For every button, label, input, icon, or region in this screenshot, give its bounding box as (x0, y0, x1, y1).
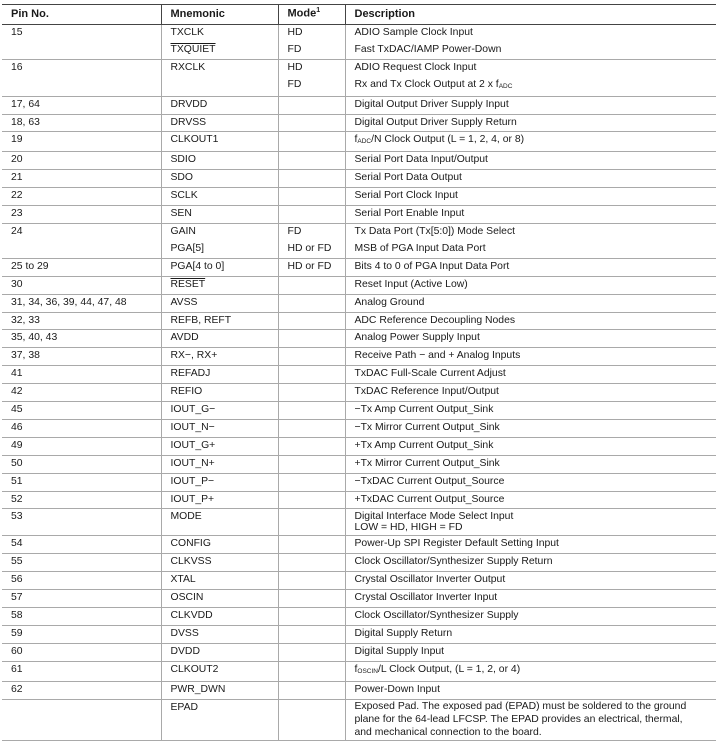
description-cell (345, 536, 716, 554)
table-header-row (2, 5, 716, 25)
description-cell (345, 96, 716, 114)
mode-cell (278, 681, 345, 699)
mnemonic-cell (161, 536, 278, 554)
description-text: TxDAC Reference Input/Output (354, 386, 499, 398)
description-text: Digital Output Driver Supply Input (354, 98, 509, 110)
pin-number-cell: 32, 33 (2, 312, 161, 330)
pin-number-cell: 31, 34, 36, 39, 44, 47, 48 (2, 294, 161, 312)
description-cell (345, 25, 716, 60)
mnemonic-text: CLKOUT2 (170, 663, 219, 675)
description-text: Clock Oscillator/Synthesizer Supply Return (354, 556, 553, 568)
description-text: Tx Data Port (Tx[5:0]) Mode Select (354, 225, 516, 237)
mode-cell (278, 661, 345, 681)
description-cell (345, 59, 716, 96)
mode-cell (278, 384, 345, 402)
table-row (2, 643, 716, 661)
mnemonic-text: PWR_DWN (170, 683, 226, 695)
pin-number-cell: 49 (2, 437, 161, 455)
pin-number-cell: 17, 64 (2, 96, 161, 114)
mnemonic-cell (161, 643, 278, 661)
pin-number-cell: 45 (2, 402, 161, 420)
pin-number-cell: 21 (2, 170, 161, 188)
table-row (2, 554, 716, 572)
mnemonic-cell (161, 152, 278, 170)
mnemonic-cell (161, 419, 278, 437)
pin-number-cell: 60 (2, 643, 161, 661)
description-cell (345, 366, 716, 384)
mnemonic-text: AVDD (170, 332, 199, 344)
mode-cell (278, 170, 345, 188)
mode-cell (278, 258, 345, 276)
mnemonic-cell (161, 455, 278, 473)
description-text: Serial Port Clock Input (354, 190, 458, 202)
mnemonic-text: PGA[4 to 0] (170, 260, 225, 272)
description-text: Analog Power Supply Input (354, 332, 480, 344)
table-row (2, 132, 716, 152)
pin-number-cell: 62 (2, 681, 161, 699)
description-cell (345, 590, 716, 608)
description-cell (345, 402, 716, 420)
description-text: +TxDAC Current Output_Source (354, 493, 505, 505)
description-text: Digital Supply Return (354, 628, 453, 639)
table-row (2, 312, 716, 330)
mnemonic-cell (161, 258, 278, 276)
mode-cell (278, 699, 345, 740)
mode-cell (278, 455, 345, 473)
table-row (2, 206, 716, 224)
table-row (2, 294, 716, 312)
mnemonic-text: TXCLK (170, 27, 204, 38)
pin-number-cell: 24 (2, 223, 161, 258)
pin-number-cell: 16 (2, 59, 161, 96)
mode-cell (278, 437, 345, 455)
table-row (2, 258, 716, 276)
mode-cell (278, 643, 345, 661)
table-row (2, 699, 716, 740)
description-cell (345, 608, 716, 626)
mode-cell (278, 572, 345, 590)
mnemonic-text: EPAD (170, 701, 199, 713)
mode-cell (278, 59, 345, 96)
mnemonic-cell (161, 661, 278, 681)
mnemonic-text: SDO (170, 172, 194, 184)
mnemonic-cell (161, 437, 278, 455)
mode-cell (278, 114, 345, 132)
pin-number-cell: 30 (2, 276, 161, 294)
mode-text: FD (287, 43, 302, 55)
mnemonic-cell (161, 402, 278, 420)
mnemonic-cell (161, 572, 278, 590)
mnemonic-text: REFIO (170, 386, 203, 398)
mnemonic-cell (161, 206, 278, 224)
description-text: −Tx Amp Current Output_Sink (354, 404, 494, 416)
mnemonic-cell (161, 590, 278, 608)
pin-number-cell: 37, 38 (2, 348, 161, 366)
description-text: TxDAC Full-Scale Current Adjust (354, 368, 506, 380)
mode-cell (278, 188, 345, 206)
mnemonic-text: CONFIG (170, 538, 211, 550)
description-text: and mechanical connection to the board. (354, 727, 542, 739)
pin-number-cell: 15 (2, 25, 161, 60)
mnemonic-text: CLKVSS (170, 556, 212, 568)
pin-number-cell: 22 (2, 188, 161, 206)
mode-cell (278, 419, 345, 437)
table-row (2, 152, 716, 170)
description-text: +Tx Mirror Current Output_Sink (354, 457, 500, 469)
mode-text: FD (287, 78, 302, 90)
mnemonic-text: IOUT_G+ (170, 439, 216, 451)
pin-number-cell: 19 (2, 132, 161, 152)
description-cell (345, 384, 716, 402)
pin-number-cell: 52 (2, 491, 161, 509)
mode-cell (278, 276, 345, 294)
mnemonic-text: CLKVDD (170, 610, 213, 622)
description-cell (345, 188, 716, 206)
description-text: Serial Port Enable Input (354, 208, 465, 220)
mnemonic-text: IOUT_G− (170, 404, 216, 416)
table-row (2, 276, 716, 294)
mode-cell (278, 152, 345, 170)
header-mnemonic: Mnemonic (161, 5, 278, 25)
mnemonic-cell (161, 554, 278, 572)
pin-number-cell: 53 (2, 509, 161, 536)
mode-cell (278, 402, 345, 420)
pin-number-cell: 56 (2, 572, 161, 590)
pin-number-cell: 59 (2, 626, 161, 644)
pin-number-cell: 54 (2, 536, 161, 554)
mnemonic-cell (161, 132, 278, 152)
description-text: $f_{ADC}/N$ Clock Output (L = 1, 2, 4, or 8) (354, 134, 525, 146)
description-cell (345, 294, 716, 312)
pin-number-cell: 35, 40, 43 (2, 330, 161, 348)
table-row (2, 330, 716, 348)
mode-cell (278, 223, 345, 258)
description-cell (345, 455, 716, 473)
pin-number-cell: 57 (2, 590, 161, 608)
mnemonic-text: IOUT_N− (170, 421, 215, 433)
mnemonic-cell (161, 170, 278, 188)
mode-text: FD (287, 225, 302, 237)
mnemonic-cell (161, 509, 278, 536)
description-cell (345, 491, 716, 509)
mnemonic-text: PGA[5] (170, 242, 204, 254)
pin-function-table (2, 4, 716, 741)
mode-cell (278, 473, 345, 491)
mode-cell (278, 312, 345, 330)
table-row (2, 455, 716, 473)
description-cell (345, 152, 716, 170)
description-text: Digital Interface Mode Select Input (354, 511, 514, 523)
mnemonic-text: XTAL (170, 574, 196, 586)
mnemonic-cell (161, 59, 278, 96)
mode-cell (278, 536, 345, 554)
mnemonic-cell (161, 491, 278, 509)
table-row (2, 473, 716, 491)
description-text: Rx and Tx Clock Output at 2 x $f_{ADC}$ (354, 78, 513, 90)
mnemonic-cell (161, 384, 278, 402)
mode-cell (278, 132, 345, 152)
pin-number-cell: 51 (2, 473, 161, 491)
mnemonic-cell (161, 188, 278, 206)
description-cell (345, 132, 716, 152)
pin-number-cell (2, 699, 161, 740)
description-cell (345, 437, 716, 455)
mnemonic-text: RX−, RX+ (170, 350, 218, 362)
description-text: Clock Oscillator/Synthesizer Supply (354, 610, 519, 622)
table-row (2, 114, 716, 132)
table-row (2, 608, 716, 626)
mnemonic-text: IOUT_P+ (170, 493, 215, 505)
mnemonic-text: DRVSS (170, 116, 207, 128)
table-row (2, 626, 716, 644)
description-cell (345, 223, 716, 258)
mode-cell (278, 348, 345, 366)
description-cell (345, 258, 716, 276)
description-cell (345, 170, 716, 188)
pin-number-cell: 58 (2, 608, 161, 626)
description-text: Digital Supply Input (354, 645, 445, 657)
description-cell (345, 312, 716, 330)
table-row (2, 170, 716, 188)
table-row (2, 384, 716, 402)
description-cell (345, 681, 716, 699)
description-text: ADC Reference Decoupling Nodes (354, 314, 516, 326)
mnemonic-text: DVDD (170, 645, 200, 657)
description-text: ADIO Sample Clock Input (354, 27, 473, 38)
mode-cell (278, 330, 345, 348)
mnemonic-text: MODE (170, 511, 202, 523)
description-cell (345, 572, 716, 590)
description-text: $f_{OSCIN}/L$ Clock Output, (L = 1, 2, or 4) (354, 663, 521, 675)
pin-number-cell: 23 (2, 206, 161, 224)
mode-footnote-marker: 1 (316, 7, 321, 15)
mnemonic-cell (161, 366, 278, 384)
description-cell (345, 699, 716, 740)
header-mode: Mode$^1$ (278, 5, 345, 25)
mnemonic-cell (161, 330, 278, 348)
mnemonic-cell (161, 699, 278, 740)
mnemonic-text: RXCLK (170, 61, 206, 73)
description-text: Analog Ground (354, 296, 425, 308)
mnemonic-cell (161, 276, 278, 294)
table-row (2, 366, 716, 384)
mnemonic-text: OSCIN (170, 592, 204, 604)
table-row (2, 402, 716, 420)
description-cell (345, 114, 716, 132)
mnemonic-text: IOUT_N+ (170, 457, 215, 469)
table-row (2, 25, 716, 60)
description-text: Fast TxDAC/IAMP Power-Down (354, 43, 502, 55)
description-cell (345, 626, 716, 644)
mode-cell (278, 590, 345, 608)
mode-cell (278, 554, 345, 572)
description-text: Digital Output Driver Supply Return (354, 116, 517, 128)
description-cell (345, 643, 716, 661)
table-row (2, 491, 716, 509)
mnemonic-cell (161, 348, 278, 366)
mnemonic-cell (161, 25, 278, 60)
mnemonic-cell (161, 681, 278, 699)
description-text: Crystal Oscillator Inverter Input (354, 592, 498, 604)
mode-cell (278, 491, 345, 509)
mode-cell (278, 626, 345, 644)
description-cell (345, 554, 716, 572)
mode-text: HD or FD (287, 260, 332, 272)
pin-number-cell: 25 to 29 (2, 258, 161, 276)
mnemonic-text: DVSS (170, 628, 199, 639)
pin-number-cell: 46 (2, 419, 161, 437)
mnemonic-text: GAIN (170, 225, 196, 237)
table-row (2, 661, 716, 681)
pin-number-cell: 61 (2, 661, 161, 681)
mnemonic-cell (161, 114, 278, 132)
description-text: Crystal Oscillator Inverter Output (354, 574, 506, 586)
description-cell (345, 330, 716, 348)
mnemonic-cell (161, 626, 278, 644)
table-row (2, 223, 716, 258)
mnemonic-text: SDIO (170, 154, 196, 166)
mode-text: HD (287, 61, 303, 73)
description-text: Bits 4 to 0 of PGA Input Data Port (354, 260, 510, 272)
description-cell (345, 509, 716, 536)
description-text: Power-Down Input (354, 683, 440, 695)
mnemonic-cell (161, 223, 278, 258)
description-text: Serial Port Data Input/Output (354, 154, 488, 166)
mode-cell (278, 608, 345, 626)
pin-number-cell: 18, 63 (2, 114, 161, 132)
table-row (2, 536, 716, 554)
mnemonic-text: SCLK (170, 190, 198, 202)
header-description: Description (345, 5, 716, 25)
table-row (2, 188, 716, 206)
table-row (2, 572, 716, 590)
description-cell (345, 276, 716, 294)
description-text: Exposed Pad. The exposed pad (EPAD) must be soldered to the ground (354, 700, 687, 712)
description-text: Power-Up SPI Register Default Setting Input (354, 538, 559, 550)
table-row (2, 509, 716, 536)
header-pin-no: Pin No. (2, 5, 161, 25)
description-text: −TxDAC Current Output_Source (354, 475, 505, 487)
pin-number-cell: 50 (2, 455, 161, 473)
pin-number-cell: 42 (2, 384, 161, 402)
description-text: Serial Port Data Output (354, 172, 462, 184)
pin-number-cell: 41 (2, 366, 161, 384)
mnemonic-text: RESET (170, 278, 206, 290)
mode-cell (278, 294, 345, 312)
mnemonic-cell (161, 294, 278, 312)
description-text: LOW = HD, HIGH = FD (354, 522, 463, 534)
mode-text: HD (287, 27, 303, 38)
mnemonic-cell (161, 608, 278, 626)
description-cell (345, 348, 716, 366)
mnemonic-cell (161, 96, 278, 114)
mnemonic-text: TXQUIET (170, 43, 216, 55)
mnemonic-text: DRVDD (170, 98, 208, 110)
description-cell (345, 419, 716, 437)
mnemonic-text: AVSS (170, 296, 198, 308)
mnemonic-cell (161, 312, 278, 330)
table-row (2, 348, 716, 366)
table-row (2, 590, 716, 608)
mode-cell (278, 96, 345, 114)
table-row (2, 59, 716, 96)
mode-cell (278, 206, 345, 224)
description-cell (345, 206, 716, 224)
table-row (2, 681, 716, 699)
mnemonic-text: CLKOUT1 (170, 134, 219, 146)
mnemonic-text: REFADJ (170, 368, 211, 380)
mnemonic-text: REFB, REFT (170, 314, 232, 326)
description-text: plane for the 64-lead LFCSP. The EPAD provides an electrical, thermal, (354, 714, 683, 726)
table-row (2, 437, 716, 455)
description-cell (345, 473, 716, 491)
description-text: MSB of PGA Input Data Port (354, 242, 486, 254)
mnemonic-text: IOUT_P− (170, 475, 215, 487)
description-text: −Tx Mirror Current Output_Sink (354, 421, 500, 433)
mnemonic-text: SEN (170, 208, 192, 220)
description-text: ADIO Request Clock Input (354, 61, 477, 73)
description-cell (345, 661, 716, 681)
description-text: Reset Input (Active Low) (354, 278, 468, 290)
mode-text: HD or FD (287, 242, 332, 254)
table-row (2, 96, 716, 114)
mnemonic-cell (161, 473, 278, 491)
description-text: Receive Path − and + Analog Inputs (354, 350, 521, 362)
mode-cell (278, 366, 345, 384)
pin-number-cell: 55 (2, 554, 161, 572)
table-row (2, 419, 716, 437)
mode-cell (278, 509, 345, 536)
description-text: +Tx Amp Current Output_Sink (354, 439, 494, 451)
pin-number-cell: 20 (2, 152, 161, 170)
mode-cell (278, 25, 345, 60)
